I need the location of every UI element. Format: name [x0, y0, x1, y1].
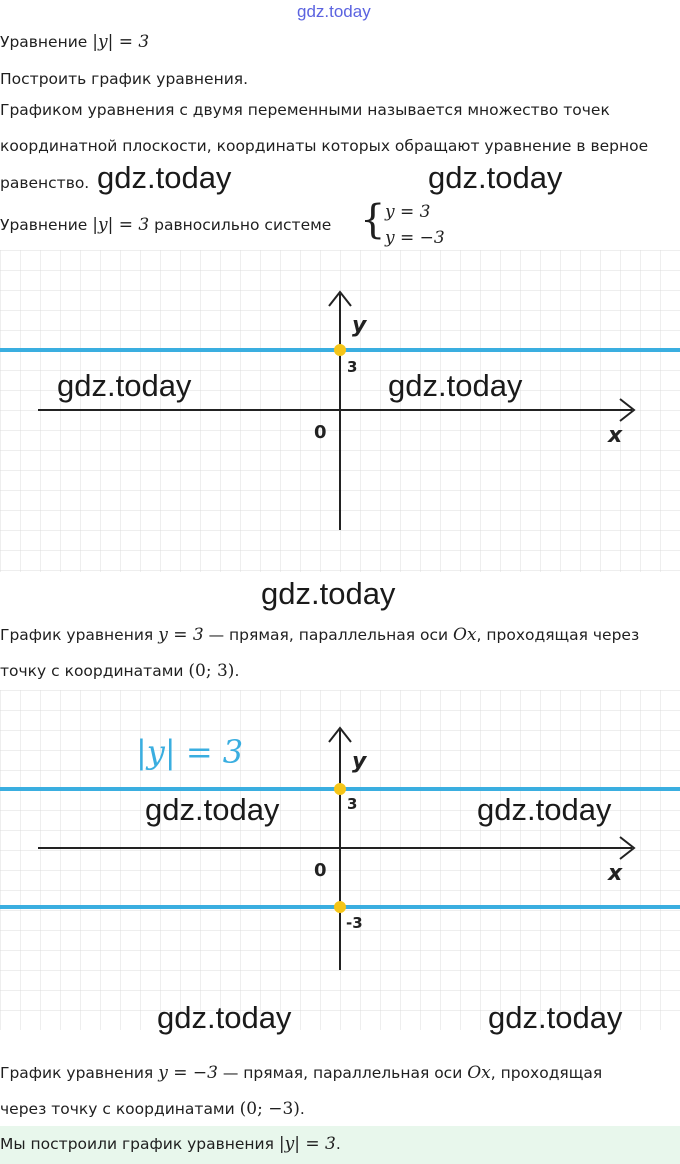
equation-heading [0, 32, 149, 52]
point-coordinates: (0; 3) [188, 661, 235, 681]
graph-formula: |y| = 3 [136, 733, 244, 771]
heading-expression: |y| = 3 [92, 32, 150, 52]
text-part: График уравнения [0, 626, 154, 644]
system-expression: |y| = 3 [92, 215, 150, 235]
watermark: gdz.today [145, 792, 280, 827]
description-ym3-line-2 [0, 1099, 305, 1119]
watermark: gdz.today [57, 368, 192, 403]
definition-line-1: Графиком уравнения с двумя переменными называется множество точек [0, 101, 610, 119]
system-eq-2: y = −3 [385, 228, 445, 248]
origin-label: 0 [314, 860, 327, 881]
text-part: , проходящая через [476, 626, 640, 644]
x-axis-label: x [608, 861, 623, 886]
text-part: через точку с координатами [0, 1100, 235, 1118]
tick-label-3: 3 [347, 358, 358, 376]
tick-label-3: 3 [347, 795, 358, 813]
heading-prefix: Уравнение [0, 33, 88, 51]
point-coordinates: (0; −3) [239, 1099, 300, 1119]
system-brace: { [360, 197, 386, 243]
point-0-3 [334, 783, 346, 795]
watermark-top: gdz.today [297, 2, 371, 21]
watermark: gdz.today [388, 368, 523, 403]
y-axis-label: y [352, 749, 367, 774]
conclusion-text [0, 1134, 341, 1154]
system-eq-1: y = 3 [385, 202, 431, 222]
math-expression: y = −3 [158, 1063, 218, 1083]
text-part: График уравнения [0, 1064, 154, 1082]
text-part: , проходящая [490, 1064, 603, 1082]
definition-line-3: равенство. [0, 174, 90, 192]
text-part: точку с координатами [0, 662, 184, 680]
text-part: . [335, 1135, 341, 1153]
system-middle: равносильно системе [154, 216, 332, 234]
text-part: — прямая, параллельная оси [208, 626, 449, 644]
watermark: gdz.today [157, 1000, 292, 1035]
graph-abs-y-equals-3 [0, 690, 680, 1030]
description-y3-line-2 [0, 661, 239, 681]
point-0-3 [334, 344, 346, 356]
description-y3-line-1 [0, 625, 639, 645]
watermark: gdz.today [261, 576, 396, 611]
math-expression: |y| = 3 [278, 1134, 336, 1154]
axis-name: Ox [452, 625, 477, 645]
axis-name: Ox [467, 1063, 491, 1083]
tick-label-minus-3: -3 [346, 914, 363, 932]
description-ym3-line-1 [0, 1063, 602, 1083]
text-part: . [299, 1100, 305, 1118]
point-0-minus-3 [334, 901, 346, 913]
system-sentence [0, 215, 331, 235]
text-part: Мы построили график уравнения [0, 1135, 274, 1153]
text-part: . [234, 662, 240, 680]
math-expression: y = 3 [158, 625, 204, 645]
watermark: gdz.today [97, 160, 232, 195]
definition-line-2: координатной плоскости, координаты которых обращают уравнение в верное [0, 137, 649, 155]
x-axis-label: x [608, 423, 623, 448]
watermark: gdz.today [428, 160, 563, 195]
text-part: — прямая, параллельная оси [222, 1064, 463, 1082]
graph-y-equals-3 [0, 250, 680, 572]
system-prefix: Уравнение [0, 216, 88, 234]
task-text: Построить график уравнения. [0, 70, 249, 88]
watermark: gdz.today [488, 1000, 623, 1035]
origin-label: 0 [314, 422, 327, 443]
y-axis-label: y [352, 313, 367, 338]
watermark: gdz.today [477, 792, 612, 827]
